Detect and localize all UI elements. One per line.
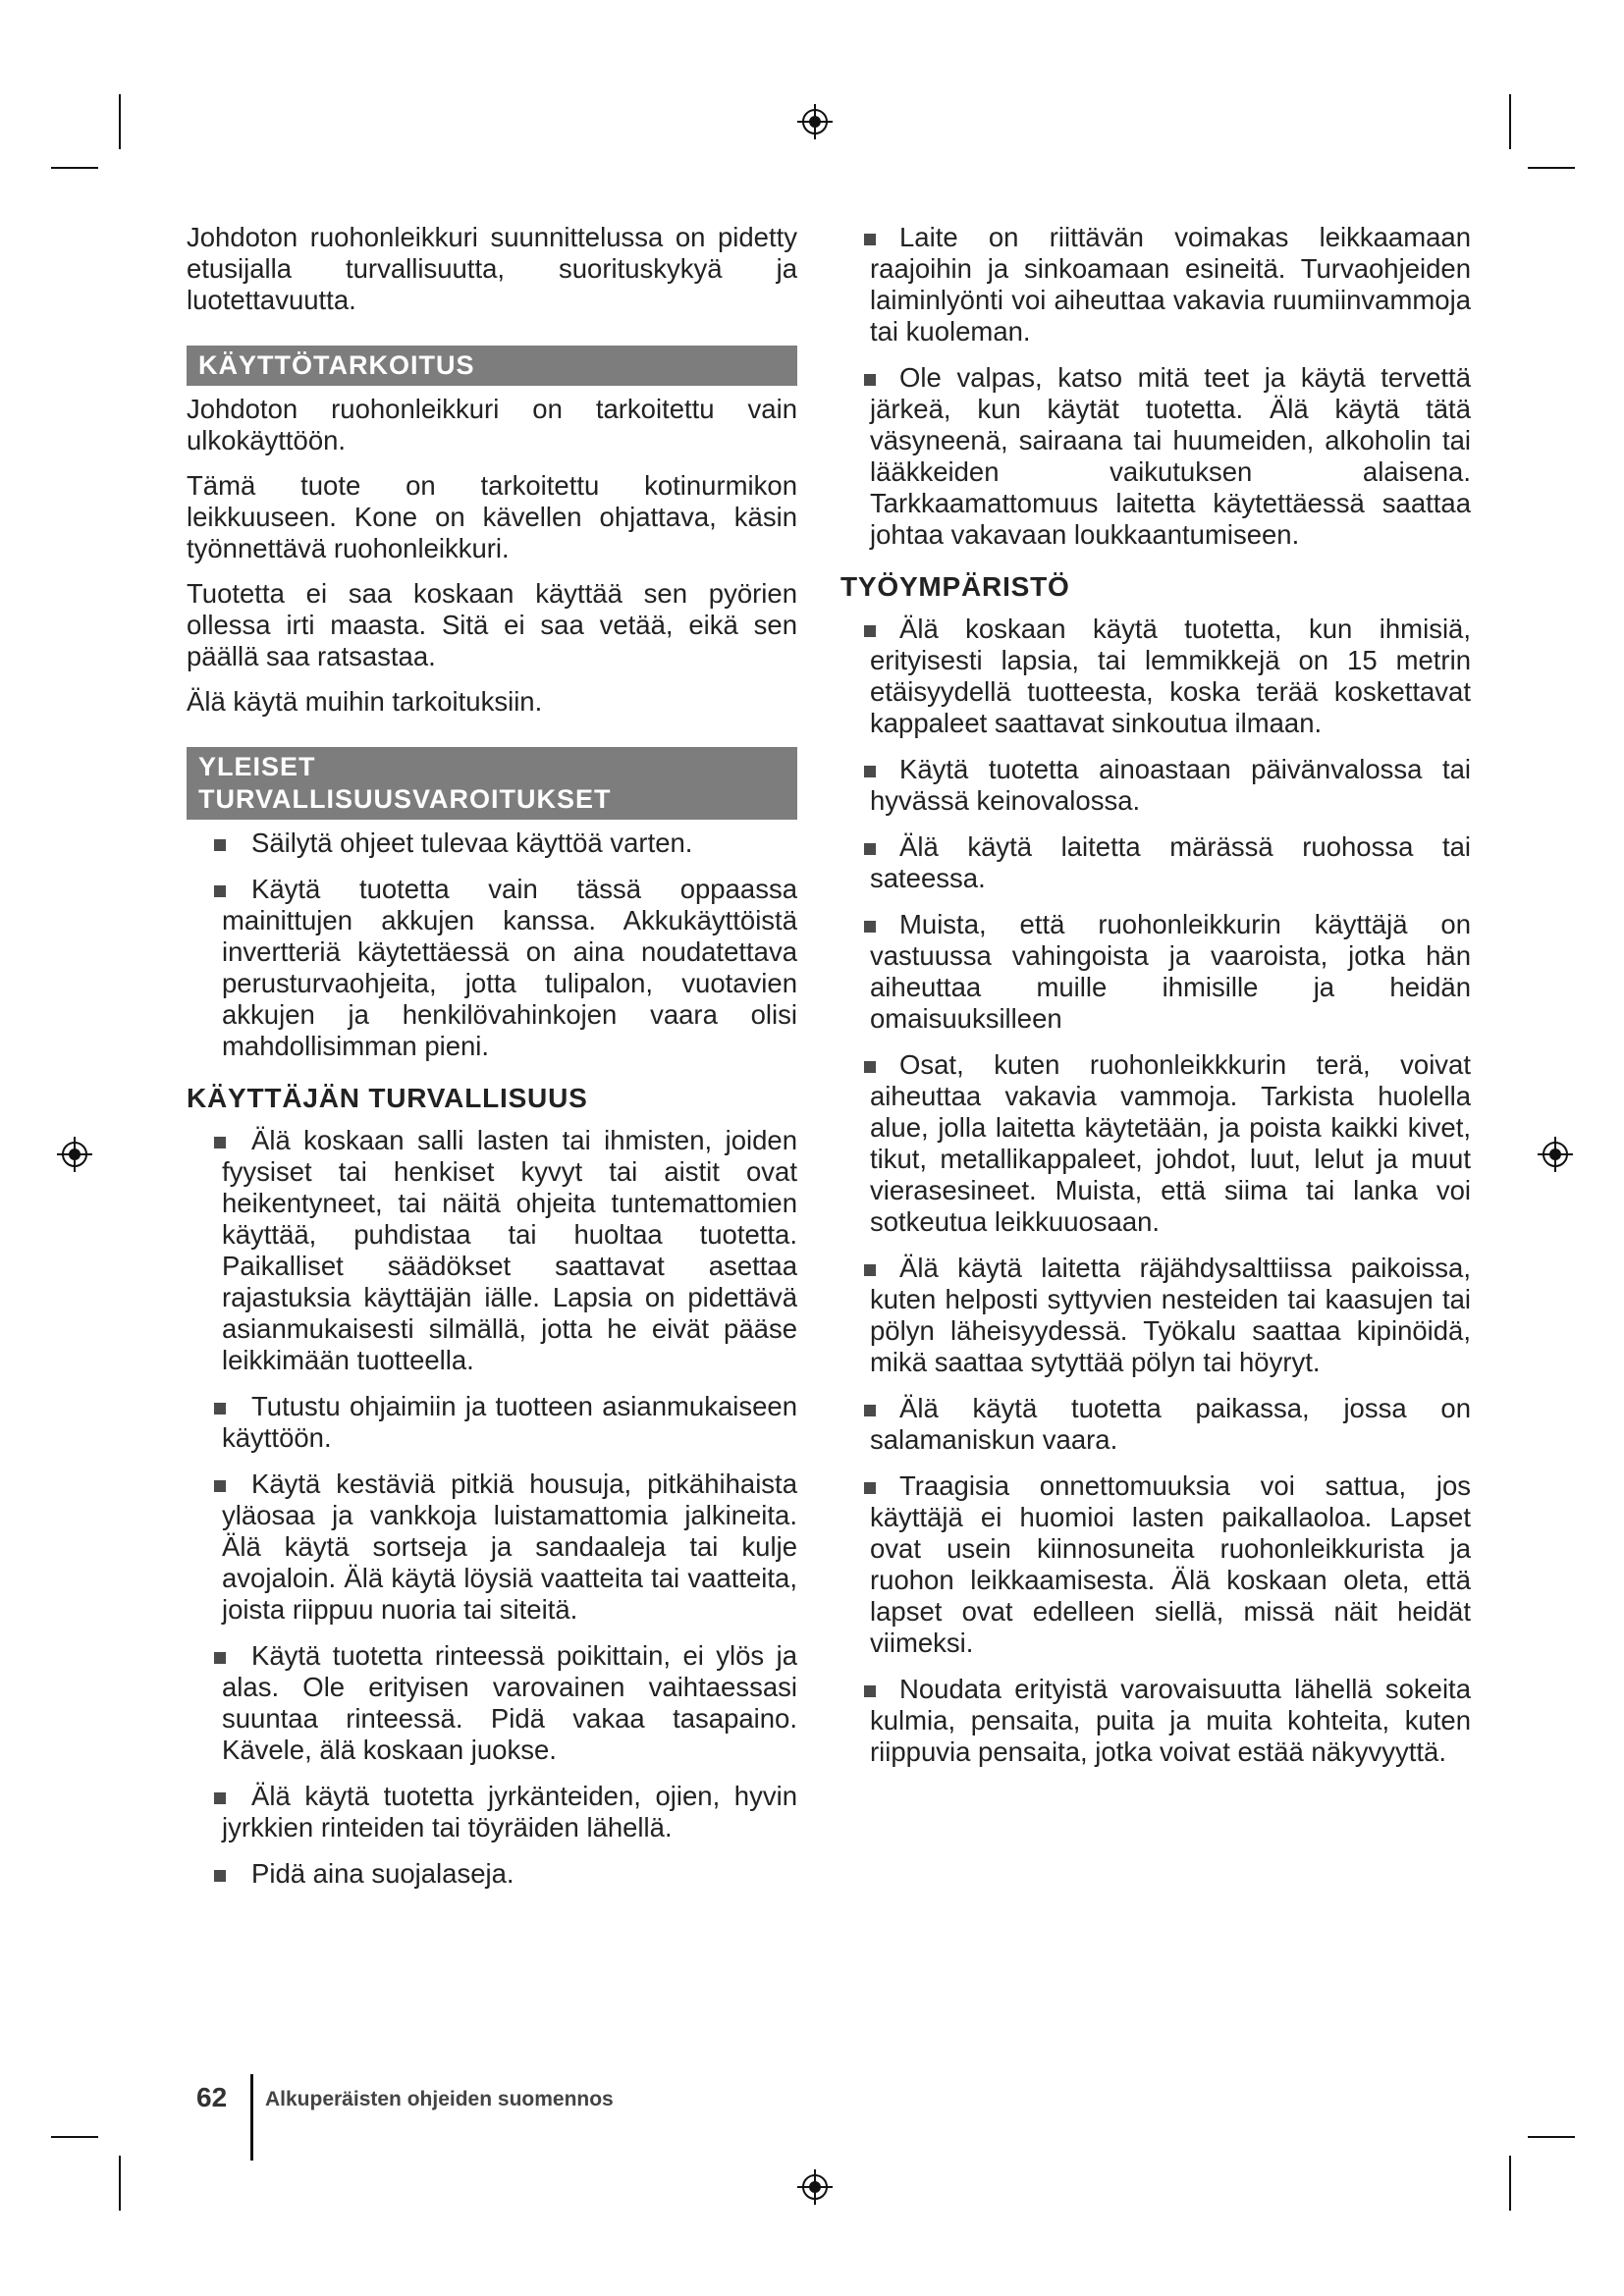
purpose-paragraph: Tuotetta ei saa koskaan käyttää sen pyörien ollessa irti maasta. Sitä ei saa vetää, eikä sen päällä saa ratsastaa.: [187, 578, 797, 671]
bullet-square-icon: [214, 839, 226, 851]
bullet-square-icon: [864, 234, 876, 245]
bullet-square-icon: [864, 766, 876, 777]
bullet-square-icon: [214, 1480, 226, 1492]
list-item: Traagisia onnettomuuksia voi sattua, jos käyttäjä ei huomioi lasten paikallaoloa. Lapset ovat usein kiinnosuneita ruohonleikkurista ja ruohon leikkaamisesta. Älä koskaan oleta, että lapset ovat edelleen siellä, missä näit heidät viimeksi.: [840, 1470, 1471, 1659]
general-safety-heading: [187, 747, 797, 820]
footer-divider: [250, 2074, 253, 2161]
registration-mark-left-icon: [55, 1135, 94, 1174]
footer-text: Alkuperäisten ohjeiden suomennos: [265, 2088, 614, 2110]
list-item: Älä koskaan käytä tuotetta, kun ihmisiä, erityisesti lapsia, tai lemmikkejä on 15 metrin etäisyydellä tuotteesta, koska terää koskettavat kappaleet saattavat sinkoutua ilmaan.: [840, 614, 1471, 739]
bullet-square-icon: [214, 1403, 226, 1415]
list-item: Käytä tuotetta vain tässä oppaassa mainittujen akkujen kanssa. Akkukäyttöistä invertteriä käytettäessä on aina noudatettava perusturvaohjeita, jotta tulipalon, vuotavien akkujen ja henkilövahinkojen vaara olisi mahdollisimman pieni.: [187, 874, 797, 1062]
registration-mark-top-icon: [795, 102, 835, 141]
work-area-list: [840, 614, 1471, 1768]
list-item: Noudata erityistä varovaisuutta lähellä sokeita kulmia, pensaita, puita ja muita kohteita, kuten riippuvia pensaita, jotka voivat estää näkyvyyttä.: [840, 1674, 1471, 1768]
crop-mark-bottom-left-h: [51, 2136, 98, 2138]
bullet-square-icon: [864, 625, 876, 637]
bullet-square-icon: [864, 843, 876, 855]
crop-mark-top-right-h: [1528, 167, 1575, 169]
bullet-square-icon: [214, 885, 226, 897]
list-item: Pidä aina suojalaseja.: [187, 1858, 797, 1890]
bullet-square-icon: [214, 1792, 226, 1804]
general-safety-list: [187, 828, 797, 1062]
bullet-square-icon: [864, 1685, 876, 1697]
crop-mark-top-left-h: [51, 167, 98, 169]
registration-mark-right-icon: [1536, 1135, 1575, 1174]
registration-mark-bottom-icon: [795, 2167, 835, 2207]
page-number: 62: [196, 2082, 228, 2112]
user-safety-heading: KÄYTTÄJÄN TURVALLISUUS: [187, 1083, 588, 1113]
list-item: Laite on riittävän voimakas leikkaamaan raajoihin ja sinkoamaan esineitä. Turvaohjeiden laiminlyönti voi aiheuttaa vakavia ruumiinvammoja tai kuoleman.: [840, 222, 1471, 347]
list-item: Älä käytä laitetta räjähdysalttiissa paikoissa, kuten helposti syttyvien nesteiden tai kaasujen tai pölyn läheisyydessä. Työkalu saattaa kipinöidä, mikä saattaa sytyttää pölyn tai höyryt.: [840, 1253, 1471, 1378]
crop-mark-bottom-left-v: [119, 2156, 121, 2211]
purpose-paragraph: Johdoton ruohonleikkuri on tarkoitettu vain ulkokäyttöön.: [187, 394, 797, 455]
intro-paragraph: Johdoton ruohonleikkuri suunnittelussa on pidetty etusijalla turvallisuutta, suorituskykyä ja luotettavuutta.: [187, 222, 797, 315]
list-item: Muista, että ruohonleikkurin käyttäjä on vastuussa vahingoista ja vaaroista, jotka hän aiheuttaa muille ihmisille ja heidän omaisuuksilleen: [840, 909, 1471, 1035]
list-item: Älä käytä tuotetta paikassa, jossa on salamaniskun vaara.: [840, 1393, 1471, 1456]
bullet-square-icon: [214, 1652, 226, 1664]
general-safety-heading-line1: YLEISET: [198, 752, 316, 781]
purpose-paragraph: Tämä tuote on tarkoitettu kotinurmikon leikkuuseen. Kone on kävellen ohjattava, käsin työnnettävä ruohonleikkuri.: [187, 470, 797, 563]
list-item: Älä koskaan salli lasten tai ihmisten, joiden fyysiset tai henkiset kyvyt tai aistit ovat heikentyneet, tai näitä ohjeita tuntemattomien käyttää, puhdistaa tai huoltaa tuotetta. Paikalliset säädökset saattavat asettaa rajastuksia käyttäjän iälle. Lapsia on pidettävä asianmukaisesti silmällä, jotta he eivät pääse leikkimään tuotteella.: [187, 1125, 797, 1376]
list-item: Älä käytä tuotetta jyrkänteiden, ojien, hyvin jyrkkien rinteiden tai töyräiden lähellä.: [187, 1781, 797, 1843]
list-item: Tutustu ohjaimiin ja tuotteen asianmukaiseen käyttöön.: [187, 1391, 797, 1454]
user-safety-list-continued: [840, 222, 1471, 551]
bullet-square-icon: [214, 1870, 226, 1882]
list-item: Ole valpas, katso mitä teet ja käytä tervettä järkeä, kun käytät tuotetta. Älä käytä tätä väsyneenä, sairaana tai huumeiden, alkoholin tai lääkkeiden vaikutuksen alaisena. Tarkkaamattomuus laitetta käytettäessä saattaa johtaa vakavaan loukkaantumiseen.: [840, 362, 1471, 551]
bullet-square-icon: [864, 1061, 876, 1073]
left-column: [187, 222, 797, 1904]
bullet-square-icon: [864, 1405, 876, 1416]
crop-mark-bottom-right-v: [1509, 2156, 1511, 2211]
bullet-square-icon: [864, 1264, 876, 1276]
list-item: Käytä kestäviä pitkiä housuja, pitkähihaista yläosaa ja vankkoja luistamattomia jalkineita. Älä käytä sortseja ja sandaaleja tai kulje avojaloin. Älä käytä löysiä vaatteita tai vaatteita, joista riippuu nuoria tai siteitä.: [187, 1468, 797, 1626]
crop-mark-top-right-v: [1509, 94, 1511, 149]
list-item: Säilytä ohjeet tulevaa käyttöä varten.: [187, 828, 797, 859]
list-item: Käytä tuotetta ainoastaan päivänvalossa tai hyvässä keinovalossa.: [840, 754, 1471, 817]
crop-mark-bottom-right-h: [1528, 2136, 1575, 2138]
right-column: [840, 222, 1471, 1783]
general-safety-heading-line2: TURVALLISUUSVAROITUKSET: [198, 784, 612, 814]
bullet-square-icon: [864, 1482, 876, 1494]
list-item: Älä käytä laitetta märässä ruohossa tai sateessa.: [840, 831, 1471, 894]
list-item: Osat, kuten ruohonleikkkurin terä, voivat aiheuttaa vakavia vammoja. Tarkista huolella alue, jolla laitetta käytetään, ja poista kaikki kivet, tikut, metallikappaleet, johdot, luut, lelut ja muut vierasesineet. Muista, että siima tai lanka voi sotkeutua leikkuuosaan.: [840, 1049, 1471, 1238]
purpose-paragraph: Älä käytä muihin tarkoituksiin.: [187, 686, 543, 717]
user-safety-list: [187, 1125, 797, 1890]
bullet-square-icon: [214, 1137, 226, 1148]
purpose-heading: KÄYTTÖTARKOITUS: [187, 346, 797, 386]
list-item: Käytä tuotetta rinteessä poikittain, ei ylös ja alas. Ole erityisen varovainen vaihtaessasi suuntaa rinteessä. Pidä vakaa tasapaino. Kävele, älä koskaan juokse.: [187, 1640, 797, 1766]
work-area-heading: TYÖYMPÄRISTÖ: [840, 571, 1070, 602]
crop-mark-top-left-v: [119, 94, 121, 149]
bullet-square-icon: [864, 374, 876, 386]
bullet-square-icon: [864, 921, 876, 933]
